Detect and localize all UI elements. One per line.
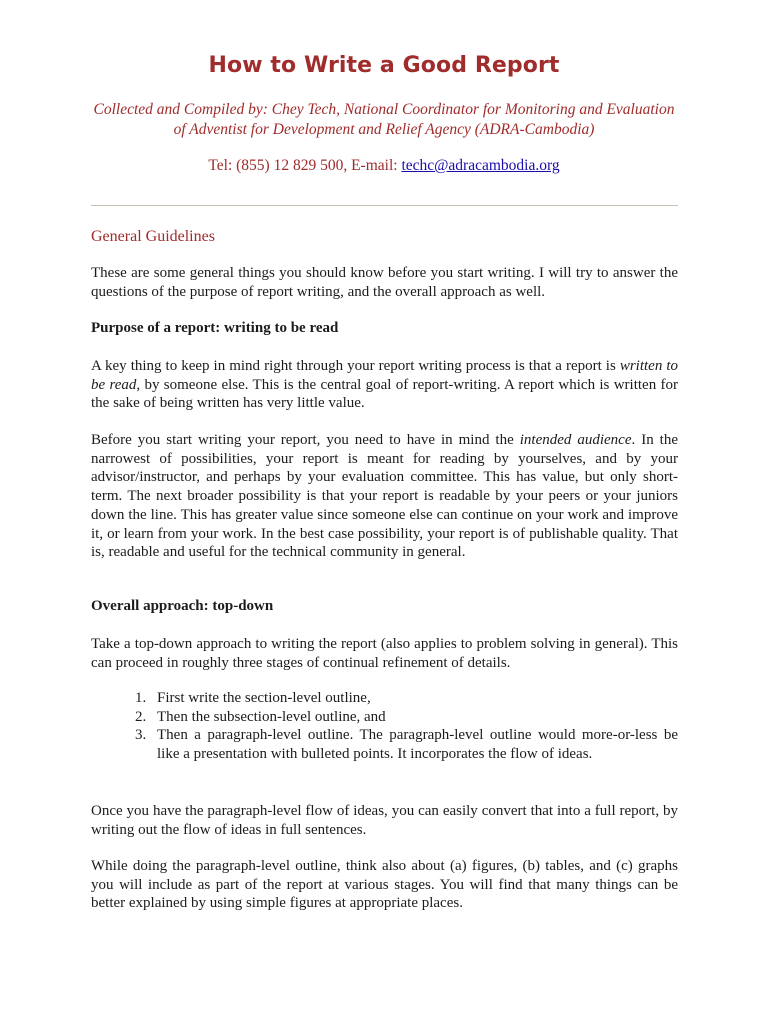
emphasis-text: written to be read xyxy=(91,358,679,393)
paragraph-text: , by someone else. This is the central goal of report-writing. A report which is written for the sake of being written has very little value. xyxy=(91,376,678,412)
document-title: How to Write a Good Report xyxy=(208,53,560,78)
contact-line xyxy=(0,157,768,175)
paragraph-text: Before you start writing your report, you need to have in mind the xyxy=(91,432,520,448)
list-number: 3. xyxy=(135,727,147,744)
paragraph-purpose-1 xyxy=(91,357,678,413)
list-item-text: Then the subsection-level outline, and xyxy=(157,708,386,725)
paragraph-text: A key thing to keep in mind right through your report writing process is that a report is xyxy=(91,358,620,374)
paragraph-after-list-1: Once you have the paragraph-level flow of ideas, you can easily convert that into a full report, by writing out the flow of ideas in full sentences. xyxy=(91,803,678,838)
list-item-text: First write the section-level outline, xyxy=(157,690,371,706)
subheading-approach: Overall approach: top-down xyxy=(91,598,274,614)
paragraph-text: . In the narrowest of possibilities, your report is meant for reading by yourselves, and by your advisor/instructor, and perhaps by your evaluation committee. This has value, but only short-term. The next broader possibility is that your report is readable by your peers or your juniors down the line. This has greater value since someone else can continue on your work and improve it, or learn from your work. In the best case possibility, your report is of publishable quality. That is, readable and useful for the technical community in general. xyxy=(91,432,679,561)
contact-phone: Tel: (855) 12 829 500, E-mail: xyxy=(208,157,402,174)
horizontal-divider xyxy=(91,205,678,206)
emphasis-text: intended audience xyxy=(519,432,632,448)
author-credit: Collected and Compiled by: Chey Tech, National Coordinator for Monitoring and Evaluation of Adventist for Development and Relief Agency (ADRA-Cambodia) xyxy=(93,101,675,138)
paragraph-after-list-2: While doing the paragraph-level outline, think also about (a) figures, (b) tables, and (c) graphs you will include as part of the report at various stages. You will find that many things can be better explained by using simple figures at appropriate places. xyxy=(91,858,678,912)
list-item xyxy=(91,708,678,727)
paragraph-intro: These are some general things you should know before you start writing. I will try to answer the questions of the purpose of report writing, and the overall approach as well. xyxy=(91,265,678,300)
list-item-text: Then a paragraph-level outline. The paragraph-level outline would more-or-less be like a presentation with bulleted points. It incorporates the flow of ideas. xyxy=(157,727,678,763)
paragraph-purpose-2 xyxy=(91,431,678,562)
list-item xyxy=(91,689,678,708)
section-heading-general: General Guidelines xyxy=(91,228,215,245)
steps-list xyxy=(91,689,678,764)
list-number: 1. xyxy=(135,690,147,706)
subheading-purpose: Purpose of a report: writing to be read xyxy=(91,320,339,336)
list-item xyxy=(91,726,678,763)
list-number: 2. xyxy=(135,708,147,725)
email-link[interactable]: techc@adracambodia.org xyxy=(401,157,560,174)
paragraph-approach-intro: Take a top-down approach to writing the report (also applies to problem solving in general). This can proceed in roughly three stages of continual refinement of details. xyxy=(91,636,678,671)
